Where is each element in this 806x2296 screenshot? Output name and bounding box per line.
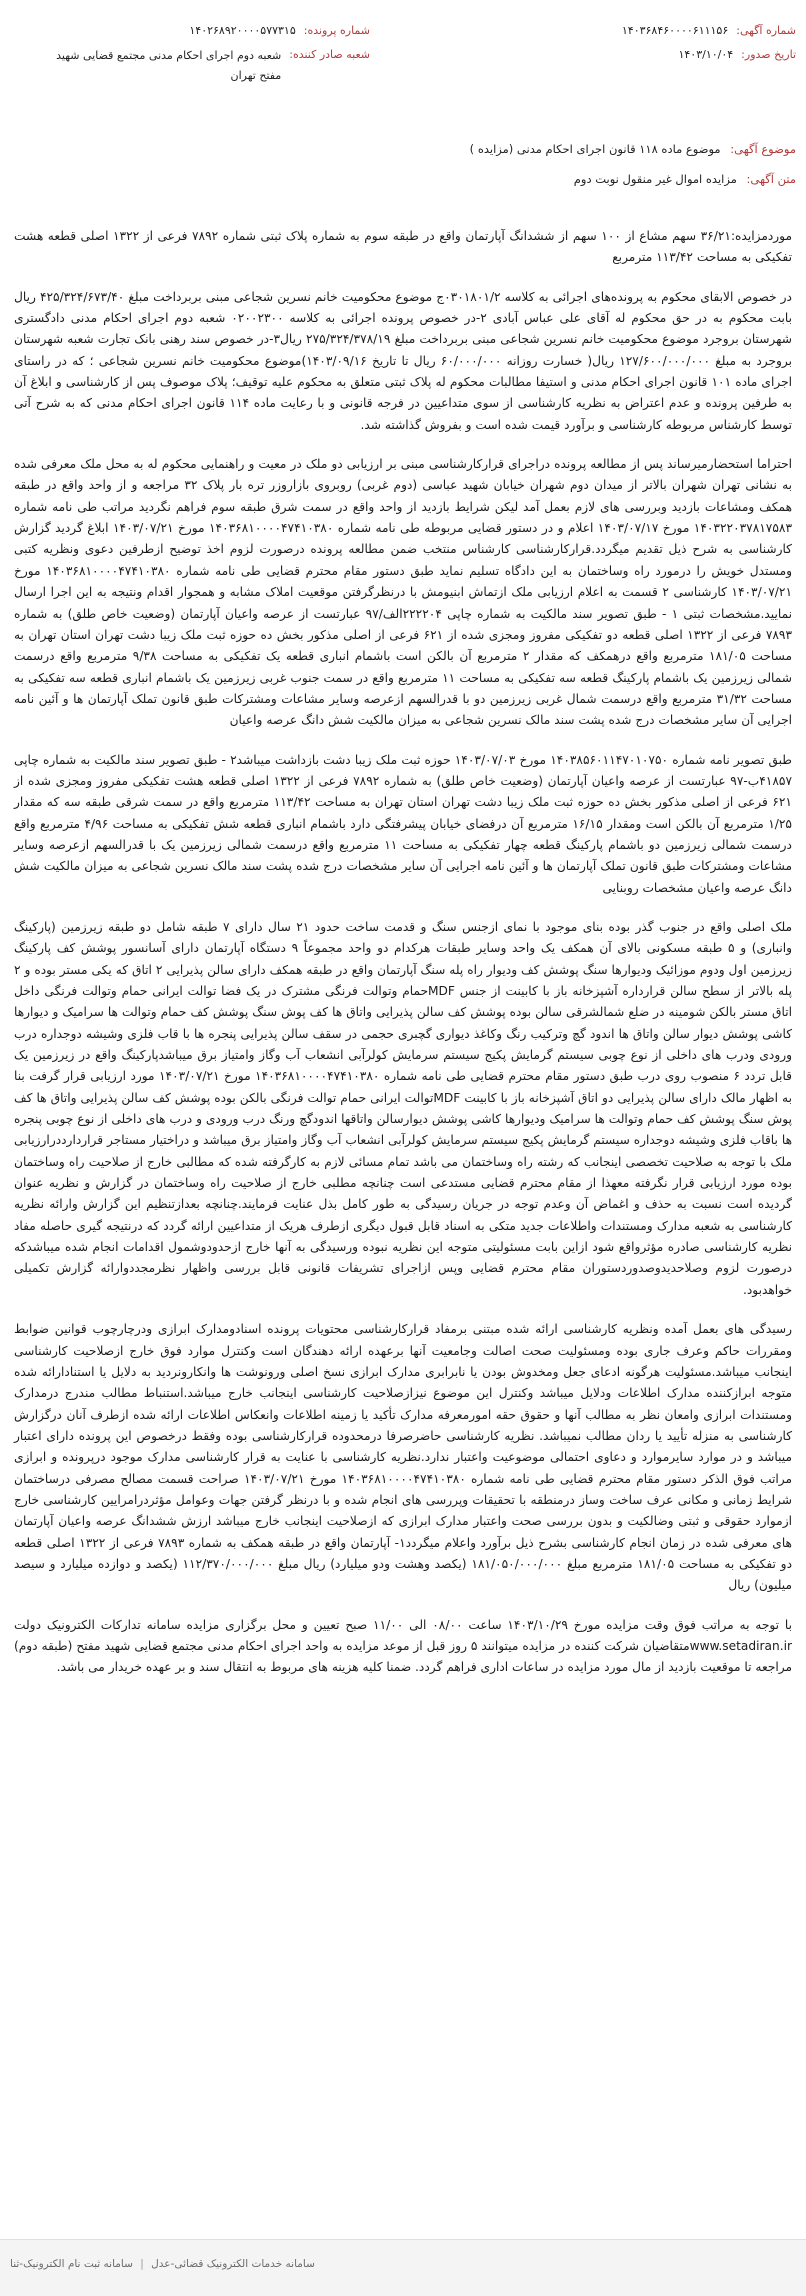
ad-text-value: مزایده اموال غیر منقول نوبت دوم: [573, 172, 737, 186]
ad-number-row: [406, 22, 796, 40]
case-number-label: شماره پرونده:: [303, 24, 370, 37]
paragraph-auction-schedule: با توجه به مراتب فوق وقت مزایده مورخ ۱۴۰۳/۱۰/۲۹ ساعت ۰۸/۰۰ الی ۱۱/۰۰ صبح تعیین و محل برگزاری مزایده سامانه تدارکات الکترونیک دولت www.setadiran.irمتقاضیان شرکت کننده در مزایده میتوانند ۵ روز قبل از موعد مزایده به واحد اجرای احکام مدنی مجتمع قضایی شهید مفتح (طبقه دوم) مراجعه تا موقعیت بازدید از مال مورد مزایده در ساعات اداری فراهم گردد. ضمنا کلیه هزینه های مربوط به انتقال سند و بر عهده خریدار می باشد.: [14, 1617, 792, 1675]
case-number-value: ۱۴۰۲۶۸۹۲۰۰۰۰۵۷۷۳۱۵: [189, 24, 296, 37]
issue-date-row: [406, 46, 796, 64]
branch-value: شعبه دوم اجرای احکام مدنی مجتمع قضایی شهید مفتح تهران: [56, 49, 282, 82]
issue-date-label: تاریخ صدور:: [741, 48, 796, 61]
footer-link-adl[interactable]: سامانه خدمات الکترونیک قضائی-عدل: [151, 2258, 315, 2270]
branch-label: شعبه صادر کننده:: [289, 48, 370, 61]
paragraph-registration-details: طبق تصویر نامه شماره ۱۴۰۳۸۵۶۰۱۱۴۷۰۱۰۷۵۰ مورخ ۱۴۰۳/۰۷/۰۳ حوزه ثبت ملک زیبا دشت بازداشت میباشد۲ - طبق تصویر سند مالکیت به شماره چاپی ۴۱۸۵۷ب-۹۷ عبارتست از عرصه واعیان آپارتمان (وضعیت خاص طلق) به شماره ۷۸۹۲ فرعی از ۱۳۲۲ اصلی قطعه هشت تفکیکی مفروز ومجزی شده از ۶۲۱ فرعی از اصلی مذکور بخش ده حوزه ثبت ملک زیبا دشت تهران استان تهران به مساحت ۱۱۳/۴۲ مترمربع واقع در سمت شرقی طبقه سه که مقدار ۱/۲۵ مترمربع آن بالکن است ومقدار ۱۶/۱۵ مترمربع آن درفضای خیابان پیشرفتگی دارد باشمام انباری قطعه شش تفکیکی به مساحت ۴/۹۶ مترمربع واقع درسمت شمالی زیرزمین دو باشمام پارکینگ قطعه چهار تفکیکی به مساحت ۱۱ مترمربع واقع درسمت شمالی زیرزمین یک با قدرالسهم ازعرصه وسایر مشاعات ومشترکات طبق قانون تملک آپارتمان ها و آئین نامه اجرایی آن سایر مشخصات درج شده پشت سند مالک نسرین شجاعی به میزان مالکیت شش دانگ عرصه واعیان مشخصات روبنایی: [14, 752, 792, 895]
ad-text-label: متن آگهی:: [746, 172, 796, 186]
ad-number-label: شماره آگهی:: [736, 24, 796, 37]
paragraph-auction-item: موردمزایده:۳۶/۲۱ سهم مشاع از ۱۰۰ سهم از ششدانگ آپارتمان واقع در طبقه سوم به شماره پلاک ثبتی شماره ۷۸۹۲ فرعی از ۱۳۲۲ اصلی قطعه هشت تفکیکی به مساحت ۱۱۳/۴۲ مترمربع: [14, 229, 792, 265]
paragraph-case-background: در خصوص الابقای محکوم به پرونده‌های اجرائی به کلاسه ۰۳۰۱۸۰۱/۲ج موضوع محکومیت خانم نسرین شجاعی مبنی بربرداخت مبلغ ۴۲۵/۳۲۴/۶۷۳/۴۰ ریال بابت محکوم به در حق محکوم له آقای علی عباس آبادی ۲-در خصوص پرونده اجرائی به کلاسه ۰۲۰۰۲۳۰۰ شعبه دوم اجرای احکام مدنی دادگستری شهرستان بروجرد موضوع محکومیت خانم نسرین شجاعی مبنی بربرداخت مبلغ ۲۷۵/۳۲۴/۳۷۸/۱۹ ریال۳-در خصوص سند رهنی بانک تجارت شعبه شهرستان بروجرد به مبلغ ۱۲۷/۶۰۰/۰۰۰/۰۰۰ ریال( خسارت روزانه ۶۰/۰۰۰/۰۰۰ ریال تا تاریخ ۱۴۰۳/۰۹/۱۶)موضوع محکومیت خانم نسرین شجاعی ؛ که در راستای اجرای ماده ۱۰۱ قانون اجرای احکام مدنی و استیفا مطالبات محکوم له پلاک ثبتی متعلق به محکوم علیه توقیف؛ پلاک موصوف پس از کارشناسی و ابلاغ آن به طرفین پرونده و عدم اعتراض به نظریه کارشناسی از سوی متداعیین در فرجه قانونی و با رعایت ماده ۱۱۴ قانون اجرای احکام مدنی که به شرح آتی توسط کارشناس مربوطه کارشناسی و برآورد قیمت شده است و بفروش گذاشته شد.: [14, 289, 793, 432]
footer-link-sana[interactable]: سامانه ثبت نام الکترونیک-ثنا: [10, 2258, 133, 2270]
branch-row: [10, 46, 370, 86]
footer-links: [10, 2258, 315, 2270]
subject-label: موضوع آگهی:: [730, 142, 796, 156]
paragraph-building-description: ملک اصلی واقع در جنوب گذر بوده بنای موجود با نمای ازجنس سنگ و قدمت ساخت حدود ۲۱ سال دارای ۷ طبقه شامل دو طبقه زیرزمین (پارکینگ وانباری) و ۵ طبقه مسکونی بالای آن همکف یک واحد وسایر طبقات هرکدام دو واحد مجموعاً ۹ دستگاه آپارتمان دارای آسانسور پوشش کف پارکینگ زیرزمین اول ودوم موزائیک ودیوارها سنگ پوشش کف ودیوار راه پله سنگ آپارتمان واقع در طبقه همکف دارای سالن پذیرایی ۲ اتاق که یکی مستر بوده و ۲ پله بالاتر از سطح سالن قرارداره آشپزخانه باز با کابینت از جنس MDFحمام وتوالت فرنگی مشترک در یک فضا توالت ایرانی حمام وتوالت فرنگی داخل اتاق مستر بالکن شومینه در ضلع شمالشرقی سالن بوده پوشش کف سالن پذیرایی واتاق ها کف پوش سنگ پوشش کف حمام وتوالت ها سرامیک و دیوارها کاشی پوشش دیوار سالن واتاق ها اندود گچ وترکیب رنگ وکاغذ دیواری گچبری حجمی در سقف سالن پذیرایی پنجره ها با قاب فلزی وشیشه دوجداره درب ورودی ودرب های داخلی از نوع چوبی سیستم گرمایش پکیج سیستم سرمایش کولرآبی انشعاب آب وگاز وامتیاز برق میباشدپارکینگ واقع در زیرزمین یک قابل تردد ۶ منصوب روی درب طبق دستور مقام محترم قضایی طی نامه شماره ۱۴۰۳۶۸۱۰۰۰۰۴۷۴۱۰۳۸۰ مورخ ۱۴۰۳/۰۷/۲۱ مورد ارزیابی قرار گرفت بنا به اظهار مالک دارای سالن پذیرایی دو اتاق آشپزخانه باز با کابینت MDFتوالت ایرانی حمام توالت فرنگی بالکن بوده پوشش کف سالن پذیرایی واتاق ها کف پوش سنگ پوشش کف حمام وتوالت ها سرامیک ودیوارها کاشی پوشش دیوارسالن واتاقها اندودگچ ورنگ درب ورودی و درب های داخلی از نوع چوبی پنجره ها باقاب فلزی وشیشه دوجداره سیستم گرمایش پکیج سیستم سرمایش کولرآبی انشعاب آب وگاز وامتیاز برق میباشد و دراختیار مستاجر قراردارددرارزیابی ملک با توجه به صلاحیت تخصصی اینجانب که رشته راه وساختمان می باشد تمام مسائی لازم به کارگرفته شده که مطالبی خارج از صلاحیت راه وساختمان بوده مورد ارزیابی قرار نگرفته معهذا از مقام محترم قضایی مستدعی است چنانچه مطلبی خارج از صلاحیت راه وساختمان در گزارش و نظریه عنوان گردیده است نسبت به حذف و اغماض آن وعدم توجه در جریان رسیدگی به طور کامل بذل عنایت فرمایند.چنانچه بعدازتنظیم این گزارش وارائه نظریه کارشناسی به شعبه مدارک ومستندات واطلاعات جدید متکی به اسناد قابل قبول دیگری ازطرف هریک از متداعیین ارائه گردد که درنتیجه گیری حاصله مفاد نظریه کارشناسی صادره مؤثرواقع شود ازاین بابت مسئولیتی متوجه این نظریه نبوده ورسیدگی به آنها خارج ازحدودوشمول اقدامات انجام شده میباشدکه درصورت لزوم وصلاحدیدوصدوردستوران مقام محترم قضایی وپس ازاجرای تشریفات قانونی قابل بررسی واظهار نظرمجددوارائه گزارش تکمیلی خواهدبود.: [14, 919, 793, 1297]
subject-row: [10, 139, 796, 159]
subject-value: موضوع ماده ۱۱۸ قانون اجرای احکام مدنی (مزایده ): [469, 142, 721, 156]
ad-number-value: ۱۴۰۳۶۸۴۶۰۰۰۰۶۱۱۱۵۶: [621, 24, 729, 37]
paragraph-expert-report: احتراما استحضارمیرساند پس از مطالعه پرونده دراجرای قرارکارشناسی مبنی بر ارزیابی دو ملک در معیت و راهنمایی محکوم له به محل ملک معرفی شده به نشانی تهران شهران بالاتر از میدان دوم شهران خیابان شهید عباسی (دوم غربی) روبروی بازاروزر تره بار پلاک ۳۲ مراجعه و از واحد واقع در طبقه همکف ومشاعات بازدید وبررسی های لازم بعمل آمد لیکن شرایط بازدید از واحد واقع در سمت شرق طبقه سوم فراهم نگردید مراتب طی نامه شماره ۱۴۰۳۲۲۰۳۷۸۱۷۵۸۳ مورخ ۱۴۰۳/۰۷/۱۷ اعلام و در دستور قضایی مربوطه طی نامه شماره ۱۴۰۳۶۸۱۰۰۰۰۴۷۴۱۰۳۸۰ مورخ ۱۴۰۳/۰۷/۲۱ ابلاغ گردید گزارش کارشناسی به شرح ذیل تقدیم میگردد.قرارکارشناسی کارشناس منتخب ضمن مطالعه پرونده درصورت لزوم اخذ توضیح ازطرفین دعوی ونظریه کتبی ومستدل خویش را درمورد راه وساختمان به این دادگاه تسلیم نماید طبق دستور مقام محترم قضایی طی نامه شماره ۱۴۰۳۶۸۱۰۰۰۰۴۷۴۱۰۳۸۰ مورخ ۱۴۰۳/۰۷/۲۱ کارشناسی ۲ قسمت به اعلام ارزیابی ملک ازتماش ابنیومش با درنظرگرفتن موقعیت املاک مشابه و همجوار اقدام ونتیجه به این اجرا ارسال نمایید.مشخصات ثبتی ۱ - طبق تصویر سند مالکیت به شماره چاپی ۲۲۲۲۰۴الف/۹۷ عبارتست از عرصه واعیان آپارتمان (وضعیت خاص طلق) به شماره ۷۸۹۳ فرعی از ۱۳۲۲ اصلی قطعه دو تفکیکی مفروز ومجزی شده از ۶۲۱ فرعی از اصلی مذکور بخش ده حوزه ثبت ملک زیبا دشت تهران استان تهران به مساحت ۱۸۱/۰۵ مترمربع واقع درهمکف که مقدار ۲ مترمربع آن بالکن است باشمام انباری قطعه یک تفکیکی به مساحت ۹/۳۸ مترمربع واقع درسمت شمالی زیرزمین یک باشمام پارکینگ قطعه سه تفکیکی به مساحت ۱۱ مترمربع واقع در سمت جنوب غربی زیرزمین یک باشمام انباری قطعه سه تفکیکی به مساحت ۳۱/۳۲ مترمربع واقع درسمت شمال غربی زیرزمین دو با قدرالسهم ازعرصه وسایر مشاعات ومشترکات طبق قانون تملک آپارتمان ها و آئین نامه اجرایی آن سایر مشخصات درج شده پشت سند مالک نسرین شجاعی به میزان مالکیت شش دانگ عرصه واعیان: [14, 457, 793, 728]
case-number-row: [10, 22, 370, 40]
paragraph-valuation: رسیدگی های بعمل آمده ونظریه کارشناسی ارائه شده مبتنی برمفاد قرارکارشناسی محتویات پرونده اسنادومدارک ابرازی ودرچارچوب قوانین ضوابط ومقررات حاکم وعرف جاری بوده ومسئولیت صحت اصالت وجامعیت آنها برعهده ارائه دهندگان است وکنترل موارد فوق خارج ازصلاحیت کارشناسی اینجانب میباشد.مسئولیت هرگونه ادعای جعل ومخدوش بودن یا نابرابری مدارک ابرازی نسخ اصلی ورونوشت ها وانکارونردید به دلایل یا استنادارائه شده متوجه ابرازکننده مدارک اطلاعات ودلایل میباشد وکنترل این موضوع نیزازصلاحیت کارشناسی اینجانب خارج میباشد.استنباط مطالب مندرج درمدارک ومستندات ابرازی وامعان نظر به مطالب آنها و حقوق حقه امورمعرفه مدارک تأکید یا زمینه اطلاعات وانعکاس اطلاعات ارائه شده ازطرف آنان درگزارش کارشناسی به منزله تأیید یا ردان مطالب نمیباشد. نظریه کارشناسی حاضرصرفا درمحدوده قرارکارشناسی بوده وفقط درخصوص این پرونده دارای اعتبار میباشد و در موارد سایرموارد و دعاوی احتمالی موضوعیت واعتبار ندارد.نظریه کارشناسی با عنایت به قرار کارشناسی مدارک موجود درپرونده و ابرازی مراتب فوق الذکر دستور مقام محترم قضایی طی نامه شماره ۱۴۰۳۶۸۱۰۰۰۰۴۷۴۱۰۳۸۰ مورخ ۱۴۰۳/۰۷/۲۱ صراحت قسمت مصالح مصرفی درساختمان شرایط زمانی و مکانی عرف ساخت وساز درمنطقه با تحقیقات وپررسی های انجام شده و با درنظر گرفتن جهات وعوامل مؤثردرامرایین کارشناسی خارج ازموارد حقوقی و ثبتی وضالکیت و بدون بررسی صحت واعتبار مدارک ابرازی که ازصلاحیت اینجانب خارج میباشد ارزش ششدانگ عرصه واعیان آپارتمان های معرفی شده در زمان انجام کارشناسی بشرح ذیل برآورد واعلام میگردد۱- آپارتمان واقع در طبقه همکف به شماره ۷۸۹۳ فرعی از ۱۳۲۲ اصلی قطعه دو تفکیکی به مساحت ۱۸۱/۰۵ مترمربع مبلغ ۱۸۱/۰۵۰/۰۰۰/۰۰۰ (یکصد وهشت ودو میلیارد) ریال مبلغ ۱۱۲/۳۷۰/۰۰۰/۰۰۰ (یکصد و دوازده میلیارد و سیصد میلیون) ریال: [14, 1322, 792, 1593]
issue-date-value: ۱۴۰۳/۱۰/۰۴: [678, 48, 734, 61]
ad-text-row: [10, 169, 796, 189]
footer-separator: |: [140, 2258, 144, 2270]
notice-body: [14, 226, 792, 1697]
header-right-column: [406, 22, 796, 70]
notice-header: [10, 22, 796, 140]
header-left-column: [10, 22, 370, 92]
page-footer: [0, 2239, 806, 2296]
